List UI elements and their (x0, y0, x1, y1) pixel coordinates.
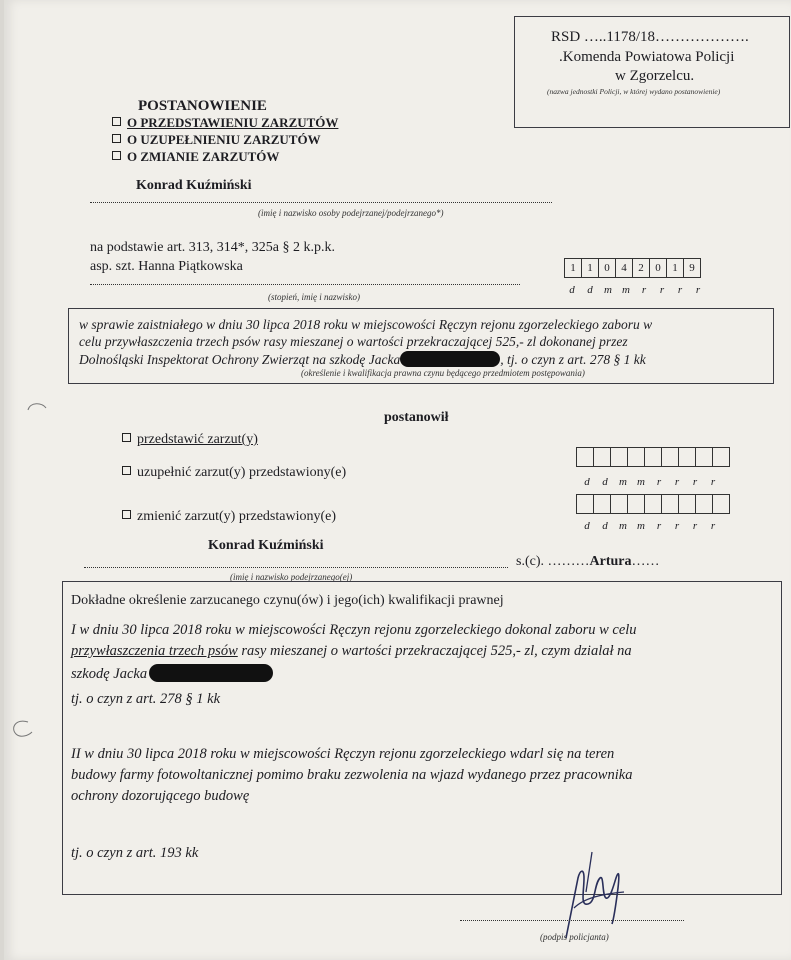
unit-name-line2: w Zgorzelcu. (615, 68, 695, 84)
date-digit: 1 (667, 258, 684, 278)
charge-1-qualification: tj. o czyn z art. 278 § 1 kk (71, 691, 221, 707)
decision-heading: postanowił (384, 410, 449, 425)
charge-2-line-2: budowy farmy fotowoltanicznej pomimo braku zezwolenia na wjazd wydanego przez pracownika (71, 767, 633, 783)
decision-option-1: przedstawić zarzut(y) (122, 432, 258, 448)
title-option-3: O ZMIANIE ZARZUTÓW (112, 149, 279, 165)
unit-caption: (nazwa jednostki Policji, w której wydano postanowienie) (547, 87, 721, 96)
issue-date-labels: d d m m r r r r (569, 284, 701, 296)
checkbox-icon (122, 433, 131, 442)
margin-mark (24, 398, 52, 418)
officer-caption: (stopień, imię i nazwisko) (268, 292, 360, 302)
supplement-date-boxes (576, 447, 730, 467)
charge-1-line-1: I w dniu 30 lipca 2018 roku w miejscowości Ręczyn rejonu zgorzeleckiego dokonal zaboru w celu (71, 622, 637, 638)
checkbox-icon (122, 510, 131, 519)
charge-1-line-3: szkodę Jacka (71, 664, 273, 683)
case-line-2: celu przywłaszczenia trzech psów rasy mieszanej o wartości przekraczającej 525,- zl dokonanej przez (79, 334, 628, 349)
supplement-date-labels: d d m m r r r r (584, 476, 716, 488)
charge-2-qualification: tj. o czyn z art. 193 kk (71, 845, 199, 861)
change-date-boxes (576, 494, 730, 514)
document-title: POSTANOWIENIE (138, 98, 267, 114)
checkbox-icon (112, 117, 121, 126)
title-option-2: O UZUPEŁNIENIU ZARZUTÓW (112, 132, 321, 148)
redaction-mark (400, 351, 500, 367)
suspect-dotted-line (90, 202, 552, 203)
case-line-1: w sprawie zaistniałego w dniu 30 lipca 2018 roku w miejscowości Ręczyn rejonu zgorzeleckiego zaboru w (79, 317, 653, 332)
case-description-box (68, 308, 774, 384)
charge-2-line-3: ochrony dozorującego budowę (71, 788, 250, 804)
case-caption: (określenie i kwalifikacja prawna czynu będącego przedmiotem postępowania) (301, 368, 585, 378)
date-digit: 1 (564, 258, 582, 278)
title-option-1: O PRZEDSTAWIENIU ZARZUTÓW (112, 115, 338, 131)
date-digit: 0 (650, 258, 667, 278)
father-name-field: s.(c). ………Artura…… (516, 554, 660, 569)
accused-caption: (imię i nazwisko podejrzanego(ej) (230, 572, 353, 582)
issuing-unit-box (514, 16, 790, 128)
issue-date-boxes (564, 258, 701, 278)
suspect-name: Konrad Kuźmiński (136, 178, 252, 193)
checkbox-icon (112, 151, 121, 160)
officer-dotted-line (90, 284, 520, 285)
date-digit: 2 (633, 258, 650, 278)
checkbox-icon (112, 134, 121, 143)
legal-basis: na podstawie art. 313, 314*, 325a § 2 k.p.k. (90, 240, 335, 255)
charges-heading: Dokładne określenie zarzucanego czynu(ów) i jego(ich) kwalifikacji prawnej (71, 593, 504, 608)
date-digit: 1 (582, 258, 599, 278)
charge-1-line-2: przywłaszczenia trzech psów rasy mieszanej o wartości przekraczającej 525,- zl, czym dzialał na (71, 643, 632, 659)
checkbox-icon (122, 466, 131, 475)
redaction-mark (149, 664, 273, 682)
unit-name-line1: .Komenda Powiatowa Policji (559, 49, 735, 65)
signature-dotted-line (460, 920, 684, 921)
document-page (4, 0, 791, 960)
margin-mark (6, 716, 36, 742)
officer-name: asp. szt. Hanna Piątkowska (90, 259, 243, 274)
date-digit: 0 (599, 258, 616, 278)
decision-option-3: zmienić zarzut(y) przedstawiony(e) (122, 509, 336, 525)
accused-name: Konrad Kuźmiński (208, 538, 324, 553)
rsd-number: RSD …..1178/18………………. (551, 29, 749, 45)
date-digit: 9 (684, 258, 701, 278)
charges-box (62, 581, 782, 895)
accused-dotted-line (84, 567, 508, 568)
signature-caption: (podpis policjanta) (540, 932, 609, 942)
charge-2-line-1: II w dniu 30 lipca 2018 roku w miejscowości Ręczyn rejonu zgorzeleckiego wdarl się na teren (71, 746, 615, 762)
handwritten-signature (544, 848, 644, 944)
case-line-3: Dolnośląski Inspektorat Ochrony Zwierząt na szkodę Jacka , tj. o czyn z art. 278 § 1 kk (79, 352, 646, 367)
date-digit: 4 (616, 258, 633, 278)
change-date-labels: d d m m r r r r (584, 520, 716, 532)
suspect-caption: (imię i nazwisko osoby podejrzanej/podejrzanego*) (258, 208, 444, 218)
decision-option-2: uzupełnić zarzut(y) przedstawiony(e) (122, 465, 346, 481)
